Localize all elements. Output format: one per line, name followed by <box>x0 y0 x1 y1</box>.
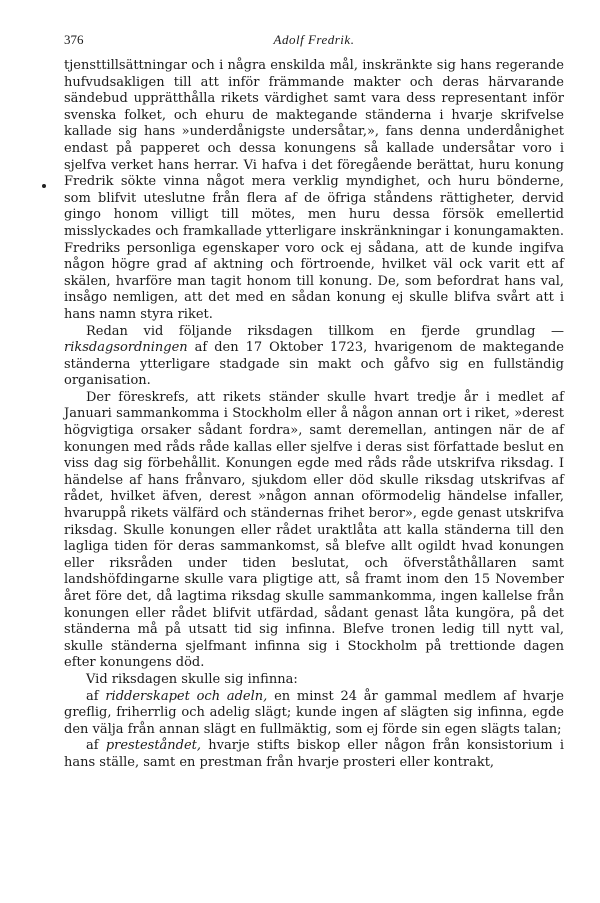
page-header <box>64 30 564 54</box>
ridderskapet-term: ridderskapet och adeln, <box>105 688 268 704</box>
paragraph-2 <box>64 324 564 390</box>
paragraph-2-rest: af den 17 Oktober 1723, hvarigenom de maktegande ständerna ytterligare stadgade sin makt och gåfvo sig en fullständig organisation. <box>64 340 564 389</box>
paragraph-2-lead: Redan vid följande riksdagen tillkom en fjerde grundlag — <box>86 323 564 339</box>
paragraph-6-rest: hvarje stifts biskop eller någon från konsistorium i hans ställe, samt en prestman från hvarje prosteri eller kontrakt, <box>64 738 565 770</box>
paragraph-5-rest: en minst 24 år gammal medlem af hvarje greflig, friherrlig och adelig slägt; kunde ingen af slägten sig infinna, egde den välja från annan slägt en fullmäktig, som ej förde sin egen slägts talan; <box>64 688 564 737</box>
riksdagsordningen-term: riksdagsordningen <box>64 340 188 356</box>
paragraph-5 <box>64 689 564 739</box>
paragraph-6 <box>64 738 564 771</box>
paragraph-6-lead: af <box>86 738 106 754</box>
paragraph-5-lead: af <box>86 688 106 704</box>
prestestandet-term: presteståndet, <box>105 738 202 754</box>
running-title: Adolf Fredrik. <box>273 32 355 47</box>
page-number: 376 <box>64 32 84 47</box>
book-page <box>64 30 564 772</box>
paragraph-1: tjensttillsättningar och i några enskilda mål, inskränkte sig hans regerande hufvudsakligen till att inför främmande makter och deras härvarande sändebud upprätthålla rikets värdighet samt vara dess representant inför svenska folket, och ehuru de maktegande ständerna i hvarje skrifvelse kallade sig hans »underdånigste undersåtar,», fans denna underdånighet endast på papperet och dessa konungens så kallade undersåtar voro i sjelfva verket hans herrar. Vi hafva i det föregående berättat, huru konung Fredrik sökte vinna något mera verklig myndighet, och huru bönderne, som blifvit uteslutne från flera af de öfriga ståndens rättigheter, dervid gingo honom villigt till mötes, men huru dessa försök emellertid misslyckades och framkallade ytterligare inskränkningar i konungamakten. Fredriks personliga egenskaper voro ock ej sådana, att de kunde ingifva någon högre grad af aktning och förtroende, hvilket väl ock varit ett af skälen, hvarföre man tagit honom till konung. De, som befordrat hans val, insågo nemligen, att det med en sådan konung ej skulle blifva svårt att i hans namn styra riket. <box>64 58 564 322</box>
paragraph-4: Vid riksdagen skulle sig infinna: <box>86 671 298 687</box>
body-text <box>64 58 564 772</box>
paragraph-3: Der föreskrefs, att rikets ständer skulle hvart tredje år i medlet af Januari sammankomma i Stockholm eller å någon annan ort i riket, »derest högvigtiga orsaker sådant fordra», samt deremellan, antingen när de af konungen med råds råde kallas eller sjelfve i deras sist författade beslut en viss dag sig förbehållit. Konungen egde med råds råde utskrifva riksdag. I händelse af hans frånvaro, sjukdom eller död skulle riksdag utskrifvas af rådet, hvilket äfven, derest »någon annan oförmodelig händelse infaller, hvaruppå rikets välfärd och ständernas frihet beror», egde genast utskrifva riksdag. Skulle konungen eller rådet uraktlåta att kalla ständerna till den lagliga tiden för deras sammankomst, så blefve allt ogildt hvad konungen eller riksråden under tiden beslutat, och öfverståthållaren samt landshöfdingarne skulle vara pligtige att, så framt inom den 15 November året före det, då lagtima riksdag skulle sammankomma, ingen kallelse från konungen eller rådet blifvit utfärdad, sådant genast låta kungöra, på det ständerna må på utsatt tid sig infinna. Blefve tronen ledig till nytt val, skulle ständerna sjelfmant infinna sig i Stockholm på trettionde dagen efter konungens död. <box>64 389 564 671</box>
margin-mark <box>42 184 46 188</box>
